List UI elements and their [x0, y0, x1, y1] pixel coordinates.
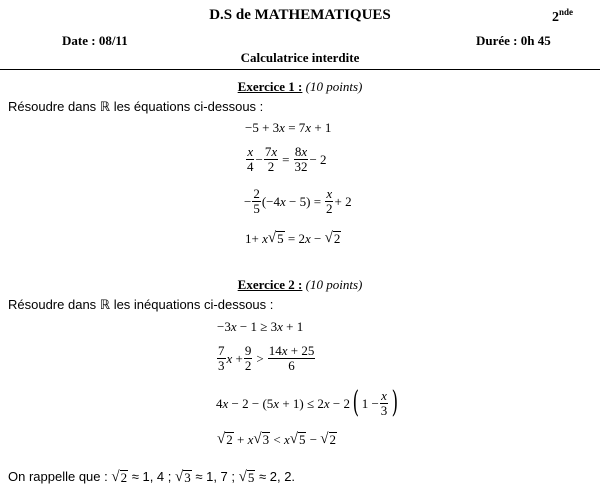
document-title: D.S de MATHEMATIQUES: [209, 7, 391, 23]
inequation-1: −3x − 1 ≥ 3x + 1: [217, 319, 304, 334]
exam-date: Date : 08/11: [62, 33, 128, 48]
class-level: 2nde: [552, 7, 574, 25]
exercise-2-title: Exercice 2 : (10 points): [237, 277, 363, 292]
inequation-2: $\frac{7}{3}$ x + $\frac{9}{2}$ > $\frac{14x + 25}{6}$: [218, 343, 315, 373]
equation-4: 1+ x √ 5 = 2x − √ 2: [245, 230, 341, 246]
exercise-1-intro: Résoudre dans ℝ les équations ci-dessous :: [8, 99, 264, 114]
header-divider: [0, 69, 600, 70]
exercise-2-intro: Résoudre dans ℝ les inéquations ci-dessous :: [8, 297, 274, 312]
equation-2: $\frac{x}{4}$ − $\frac{7x}{2}$ = $\frac{8x}{32}$ − 2: [247, 144, 327, 174]
equation-3: − $\frac{2}{5}$ (−4x − 5) = $\frac{x}{2}$ + 2: [244, 186, 352, 216]
calculator-note: Calculatrice interdite: [240, 50, 360, 65]
inequation-3: 4x − 2 − (5x + 1) ≤ 2x − 2 ( 1 − $\frac{x}{3}$ ): [216, 385, 399, 420]
exam-duration: Durée : 0h 45: [476, 33, 551, 48]
reminder-line: On rappelle que : √ 2 ≈ 1, 4 ; √ 3 ≈ 1, 7 ; √ 5 ≈ 2, 2.: [8, 468, 296, 485]
exercise-1-title: Exercice 1 : (10 points): [237, 79, 363, 94]
equation-1: −5 + 3x = 7x + 1: [245, 120, 332, 135]
inequation-4: √ 2 + x √ 3 < x √ 5 − √ 2: [217, 431, 337, 447]
